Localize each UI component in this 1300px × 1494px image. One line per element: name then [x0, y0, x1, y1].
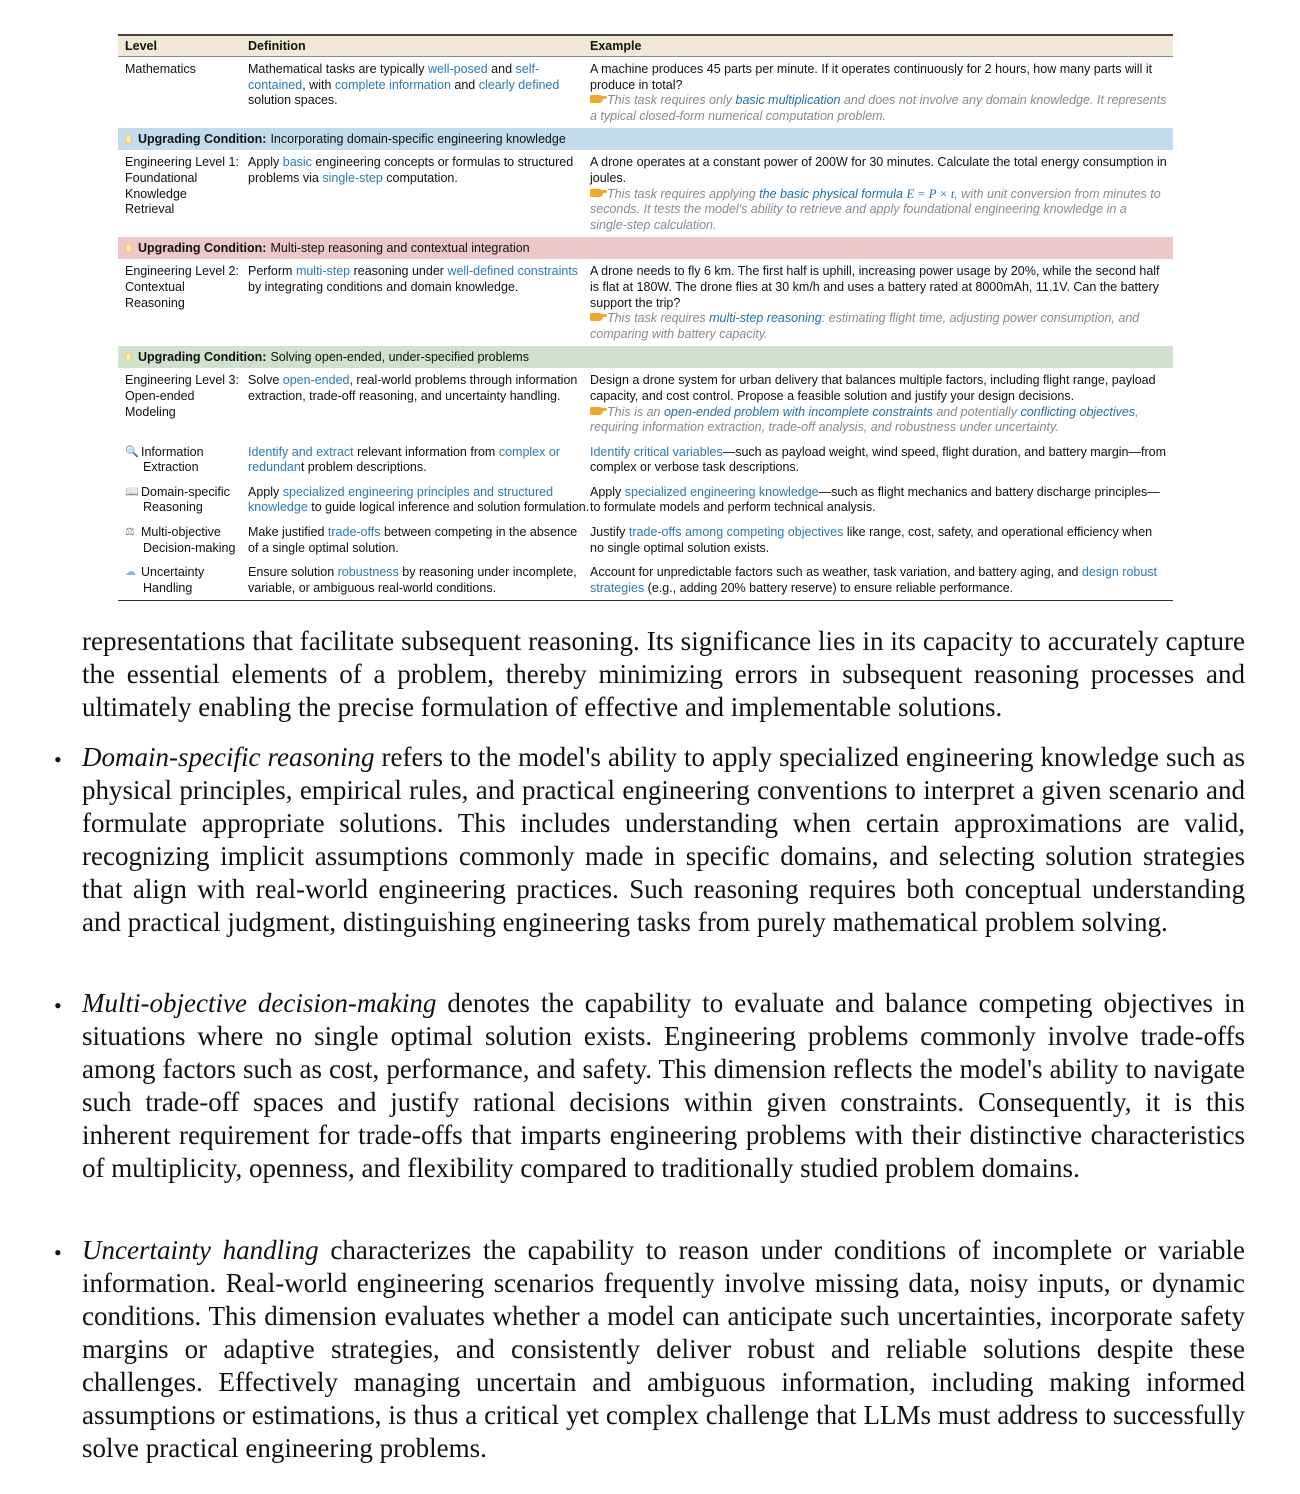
text: Foundational: [125, 170, 198, 185]
bullet-marker: •: [54, 1240, 62, 1265]
level-cell: [118, 264, 248, 342]
text: between competing in the absence of a single optimal solution.: [248, 525, 578, 555]
example-cell: [590, 485, 1173, 516]
highlight: the basic physical formula: [759, 186, 907, 201]
text: This task requires: [607, 311, 710, 326]
text: Modeling: [125, 404, 176, 419]
highlight: open-ended problem with incomplete constraints: [663, 404, 933, 419]
text: Knowledge: [125, 186, 187, 201]
level-cell: [118, 373, 248, 435]
text: Extraction: [143, 460, 199, 475]
level-cell: [118, 155, 248, 233]
definition-cell: [248, 264, 590, 342]
condition-text: Incorporating domain-specific engineering knowledge: [270, 132, 566, 147]
example-text: A drone operates at a constant power of 200W for 30 minutes. Calculate the total energy consumption in joules.: [590, 155, 1167, 185]
upgrading-condition-2: [118, 237, 1173, 259]
text: Domain-specific: [141, 484, 230, 499]
bullet-marker: •: [54, 993, 62, 1018]
scale-icon: ⚖: [125, 526, 135, 539]
table-row-level-1: [118, 150, 1173, 237]
bullet-uncertainty-handling: [82, 1234, 1245, 1465]
text: Justify: [590, 525, 629, 540]
level-cell: [118, 445, 248, 476]
text: : estimating flight time, adjusting power consumption, and comparing with battery capacity.: [590, 311, 1140, 341]
bullet-text: denotes the capability to evaluate and balance competing objectives in situations where no single optimal solution exists. Engineering problems commonly involve trade-offs among factors such as cost, performance, and safety. This dimension reflects the model's ability to navigate such trade-off spaces and justify rational decisions within given constraints. Consequently, it is this inherent requirement for trade-offs that imparts engineering problems with their distinctive characteristics of multiplicity, openness, and flexibility compared to traditionally studied problem domains.: [82, 988, 1245, 1183]
text: Decision-making: [143, 540, 236, 555]
level-cell: Mathematics: [125, 62, 196, 76]
definition-cell: [248, 62, 590, 124]
highlight: well-defined constraints: [447, 264, 579, 279]
highlight: specialized engineering principles and structured knowledge: [248, 484, 554, 515]
text: Perform: [248, 264, 296, 279]
bullet-text: characterizes the capability to reason under conditions of incomplete or variable information. Real-world engineering scenarios frequently involve missing data, noisy inputs, or dynamic conditions. This dimension evaluates whether a model can anticipate such uncertainties, incorporate safety margins or adaptive strategies, and consistently deliver robust and reliable solutions despite these challenges. Effectively managing uncertain and ambiguous information, including making informed assumptions or estimations, is thus a critical yet complex challenge that LLMs must address to successfully solve practical engineering problems.: [82, 1235, 1245, 1463]
text: Engineering Level 3:: [125, 373, 239, 388]
text: Uncertainty: [141, 565, 205, 580]
text: Reasoning: [143, 500, 203, 515]
text: Apply: [590, 484, 625, 499]
highlight: trade-offs among competing objectives: [628, 525, 844, 540]
highlight: complete information: [334, 77, 451, 92]
text: and potentially: [932, 404, 1021, 419]
text: This is an: [607, 404, 664, 419]
text: Ensure solution: [248, 565, 338, 580]
highlight: trade-offs: [327, 525, 381, 540]
highlight: self-contained: [248, 62, 540, 92]
example-cell: [590, 155, 1173, 233]
text: Retrieval: [125, 202, 175, 217]
table-row-information-extraction: [118, 440, 1173, 480]
bullet-term: Domain-specific reasoning: [82, 742, 375, 772]
text: relevant information from: [353, 444, 499, 459]
example-cell: [590, 565, 1173, 596]
bullet-domain-specific-reasoning: [82, 741, 1245, 939]
highlight: basic multiplication: [735, 93, 841, 108]
example-cell: [590, 525, 1173, 556]
definition-cell: [248, 445, 590, 476]
bullet-marker: •: [54, 747, 62, 772]
header-level: Level: [125, 39, 157, 53]
highlight: conflicting objectives: [1020, 404, 1136, 419]
example-cell: [590, 445, 1173, 476]
highlight: basic: [282, 155, 312, 170]
lightbulb-icon: [125, 134, 132, 144]
highlight: specialized engineering knowledge: [624, 484, 819, 499]
text: Account for unpredictable factors such as weather, task variation, and battery aging, and: [590, 565, 1082, 580]
pointing-hand-icon: [590, 95, 603, 103]
text: by reasoning under incomplete, variable, or ambiguous real-world conditions.: [248, 565, 577, 595]
header-definition: Definition: [248, 39, 306, 53]
example-note: [590, 187, 1167, 234]
text: —such as flight mechanics and battery discharge principles—to formulate models and perform technical analysis.: [590, 484, 1160, 515]
highlight: clearly defined: [478, 77, 560, 92]
definition-cell: [248, 565, 590, 596]
text: Contextual: [125, 279, 185, 294]
text: , real-world problems through information extraction, trade-off reasoning, and uncertainty handling.: [248, 373, 578, 403]
text: This task requires applying: [607, 186, 760, 201]
table-row-level-3: [118, 368, 1173, 439]
text: Apply: [248, 484, 283, 499]
highlight: Identify and extract: [248, 444, 354, 459]
text: Mathematical tasks are typically: [248, 62, 428, 76]
text: by integrating conditions and domain knowledge.: [248, 279, 519, 294]
condition-text: Multi-step reasoning and contextual integration: [270, 241, 530, 256]
book-icon: 📖: [125, 485, 139, 498]
example-cell: [590, 264, 1173, 342]
text: , requiring information extraction, trade-off analysis, and robustness under uncertainty.: [590, 404, 1139, 435]
level-cell: [118, 565, 248, 596]
text: Solve: [248, 373, 283, 388]
upgrading-condition-3: [118, 346, 1173, 368]
text: (e.g., adding 20% battery reserve) to ensure reliable performance.: [644, 580, 1014, 595]
highlight: single-step: [322, 170, 383, 185]
bullet-term: Uncertainty handling: [82, 1235, 319, 1265]
definition-cell: [248, 373, 590, 435]
condition-label: Upgrading Condition:: [138, 241, 267, 256]
text: reasoning under: [350, 264, 448, 279]
text: computation.: [382, 170, 458, 185]
level-cell: [118, 525, 248, 556]
table-header: [118, 36, 1173, 57]
text: Engineering Level 2:: [125, 264, 239, 279]
table-row-level-2: [118, 259, 1173, 346]
text: and: [487, 62, 516, 76]
text: to guide logical inference and solution formulation.: [307, 500, 590, 515]
highlight: robustness: [337, 565, 399, 580]
pointing-hand-icon: [590, 313, 603, 321]
condition-text: Solving open-ended, under-specified problems: [270, 350, 529, 365]
cloud-rain-icon: ☁: [125, 566, 136, 579]
example-text: Design a drone system for urban delivery that balances multiple factors, including flight range, payload capacity, and cost control. Propose a feasible solution and justify your design decisions.: [590, 373, 1156, 403]
highlight: well-posed: [427, 62, 488, 76]
upgrading-condition-1: [118, 128, 1173, 150]
highlight: open-ended: [282, 373, 350, 388]
engineering-levels-table: [118, 34, 1173, 601]
text: Information: [141, 444, 204, 459]
text: Make justified: [248, 525, 328, 540]
text: and does not involve any domain knowledge. It represents a typical closed-form numerical computation problem.: [590, 93, 1167, 123]
text: engineering concepts or formulas to structured problems via: [248, 155, 574, 185]
intro-paragraph: representations that facilitate subsequent reasoning. Its significance lies in its capacity to accurately capture the essential elements of a problem, thereby minimizing errors in subsequent reasoning processes and ultimately enabling the precise formulation of effective and implementable solutions.: [82, 626, 1245, 722]
text: Multi-objective: [141, 525, 221, 540]
highlight: multi-step reasoning: [709, 311, 822, 326]
example-note: [590, 93, 1167, 124]
lightbulb-icon: [125, 243, 132, 253]
example-note: [590, 405, 1167, 436]
text: Engineering Level 1:: [125, 155, 239, 170]
condition-label: Upgrading Condition:: [138, 132, 267, 147]
lightbulb-icon: [125, 352, 132, 362]
definition-cell: [248, 525, 590, 556]
text: t problem descriptions.: [300, 460, 427, 475]
header-example: Example: [590, 39, 642, 53]
text: —such as payload weight, wind speed, flight duration, and battery margin—from complex or verbose task descriptions.: [590, 444, 1166, 475]
text: This task requires only: [607, 93, 736, 108]
definition-cell: [248, 155, 590, 233]
example-cell: [590, 373, 1173, 435]
text: , with: [302, 77, 335, 92]
table-row-domain-specific-reasoning: [118, 480, 1173, 520]
text: solution spaces.: [248, 93, 338, 108]
highlight: multi-step: [295, 264, 351, 279]
text: Apply: [248, 155, 283, 170]
pointing-hand-icon: [590, 407, 603, 415]
table-row-mathematics: [118, 57, 1173, 128]
condition-label: Upgrading Condition:: [138, 350, 267, 365]
text: Open-ended: [125, 388, 195, 403]
text: Handling: [143, 580, 193, 595]
level-cell: [118, 485, 248, 516]
text: like range, cost, safety, and operational efficiency when no single optimal solution exists.: [590, 525, 1153, 555]
definition-cell: [248, 485, 590, 516]
example-note: [590, 311, 1167, 342]
bullet-text: refers to the model's ability to apply specialized engineering knowledge such as physical principles, empirical rules, and practical engineering conventions to interpret a given scenario and formulate appropriate solutions. This includes understanding when certain approximations are valid, recognizing implicit assumptions commonly made in specific domains, and selecting solution strategies that align with real-world engineering practices. Such reasoning requires both conceptual understanding and practical judgment, distinguishing engineering tasks from purely mathematical problem solving.: [82, 742, 1246, 937]
bullet-multi-objective-decision-making: [82, 987, 1245, 1185]
table-row-uncertainty-handling: [118, 560, 1173, 600]
highlight: complex or redundan: [248, 444, 560, 475]
example-text: A machine produces 45 parts per minute. If it operates continuously for 2 hours, how many parts will it produce in total?: [590, 62, 1153, 92]
highlight: design robust strategies: [590, 565, 1158, 595]
pointing-hand-icon: [590, 189, 603, 197]
text: and: [450, 77, 479, 92]
table-row-multi-objective: [118, 520, 1173, 560]
bullet-term: Multi-objective decision-making: [82, 988, 437, 1018]
formula: E = P × t: [906, 186, 955, 201]
magnifier-icon: 🔍: [125, 445, 139, 458]
example-text: A drone needs to fly 6 km. The first half is uphill, increasing power usage by 20%, while the second half is flat at 180W. The drone flies at 30 km/h and uses a battery rated at 8000mAh, 11.1V. Can the battery support the trip?: [590, 264, 1160, 310]
highlight: Identify critical variables: [590, 444, 723, 459]
text: , with unit conversion from minutes to seconds. It tests the model's ability to retrieve and apply foundational engineering knowledge in a single-step calculation.: [590, 186, 1161, 232]
text: Reasoning: [125, 295, 185, 310]
example-cell: [590, 62, 1173, 124]
